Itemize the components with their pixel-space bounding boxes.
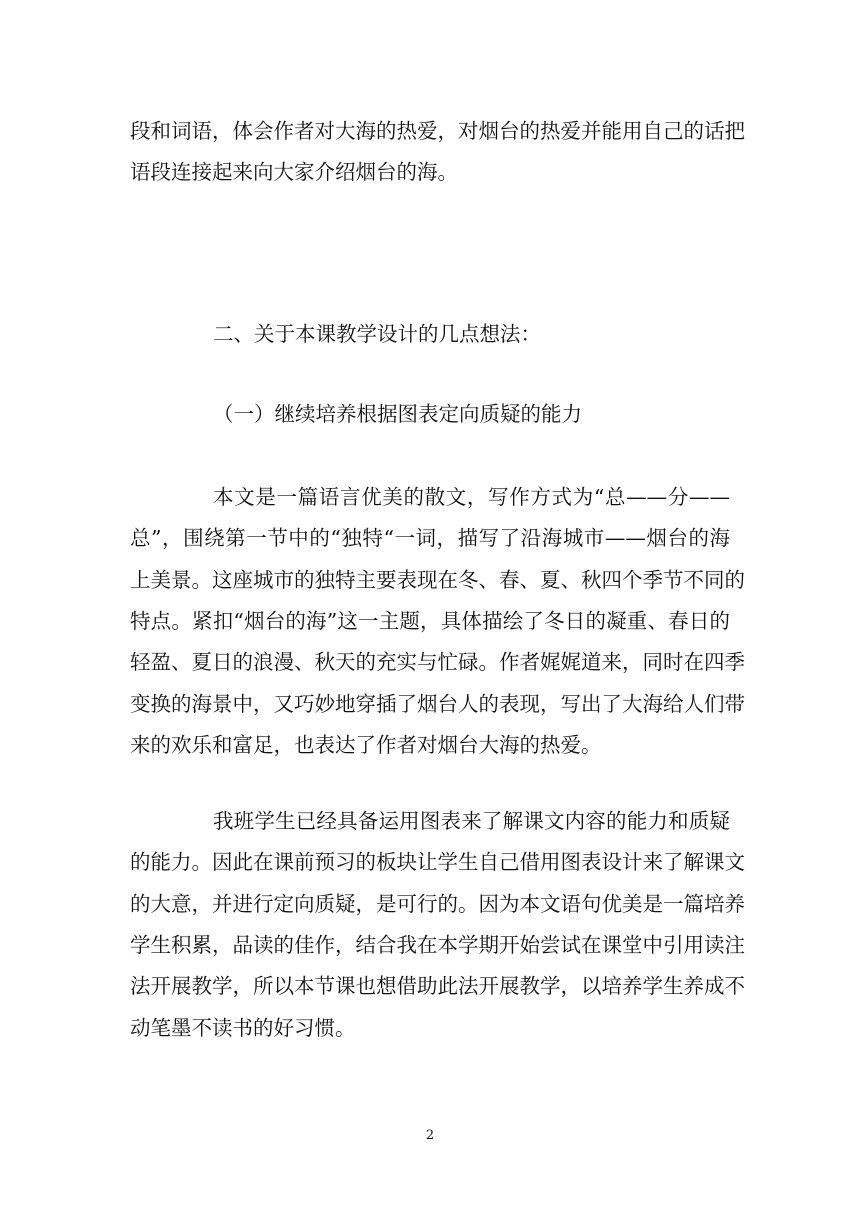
paragraph-line: 法开展教学，所以本节课也想借助此法开展教学，以培养学生养成不 [130,974,745,998]
paragraph-line: 我班学生已经具备运用图表来了解课文内容的能力和质疑 [213,809,730,833]
paragraph-line: 段和词语，体会作者对大海的热爱，对烟台的热爱并能用自己的话把 [130,119,745,143]
paragraph-line: 的能力。因此在课前预习的板块让学生自己借用图表设计来了解课文 [130,850,745,874]
paragraph-line: 的大意，并进行定向质疑，是可行的。因为本文语句优美是一篇培养 [130,892,745,916]
paragraph-line: 语段连接起来向大家介绍烟台的海。 [130,160,458,184]
paragraph-line: 轻盈、夏日的浪漫、秋天的充实与忙碌。作者娓娓道来，同时在四季 [130,650,745,674]
section-heading: 二、关于本课教学设计的几点想法： [213,322,541,346]
page-number: 2 [425,1128,435,1143]
paragraph-line: 特点。紧扣“烟台的海”这一主题，具体描绘了冬日的凝重、春日的 [130,609,730,633]
paragraph-line: 来的欢乐和富足，也表达了作者对烟台大海的热爱。 [130,733,602,757]
paragraph-line: 上美景。这座城市的独特主要表现在冬、春、夏、秋四个季节不同的 [130,568,745,592]
paragraph-line: 本文是一篇语言优美的散文，写作方式为“总——分—— [213,485,730,509]
paragraph-line: 总”，围绕第一节中的“独特“一词，描写了沿海城市——烟台的海 [130,526,730,550]
paragraph-line: 学生积累，品读的佳作，结合我在本学期开始尝试在课堂中引用读注 [130,933,745,957]
paragraph-line: 动笔墨不读书的好习惯。 [130,1016,356,1040]
paragraph-line: 变换的海景中，又巧妙地穿插了烟台人的表现，写出了大海给人们带 [130,692,745,716]
subsection-heading: （一）继续培养根据图表定向质疑的能力 [213,402,582,426]
